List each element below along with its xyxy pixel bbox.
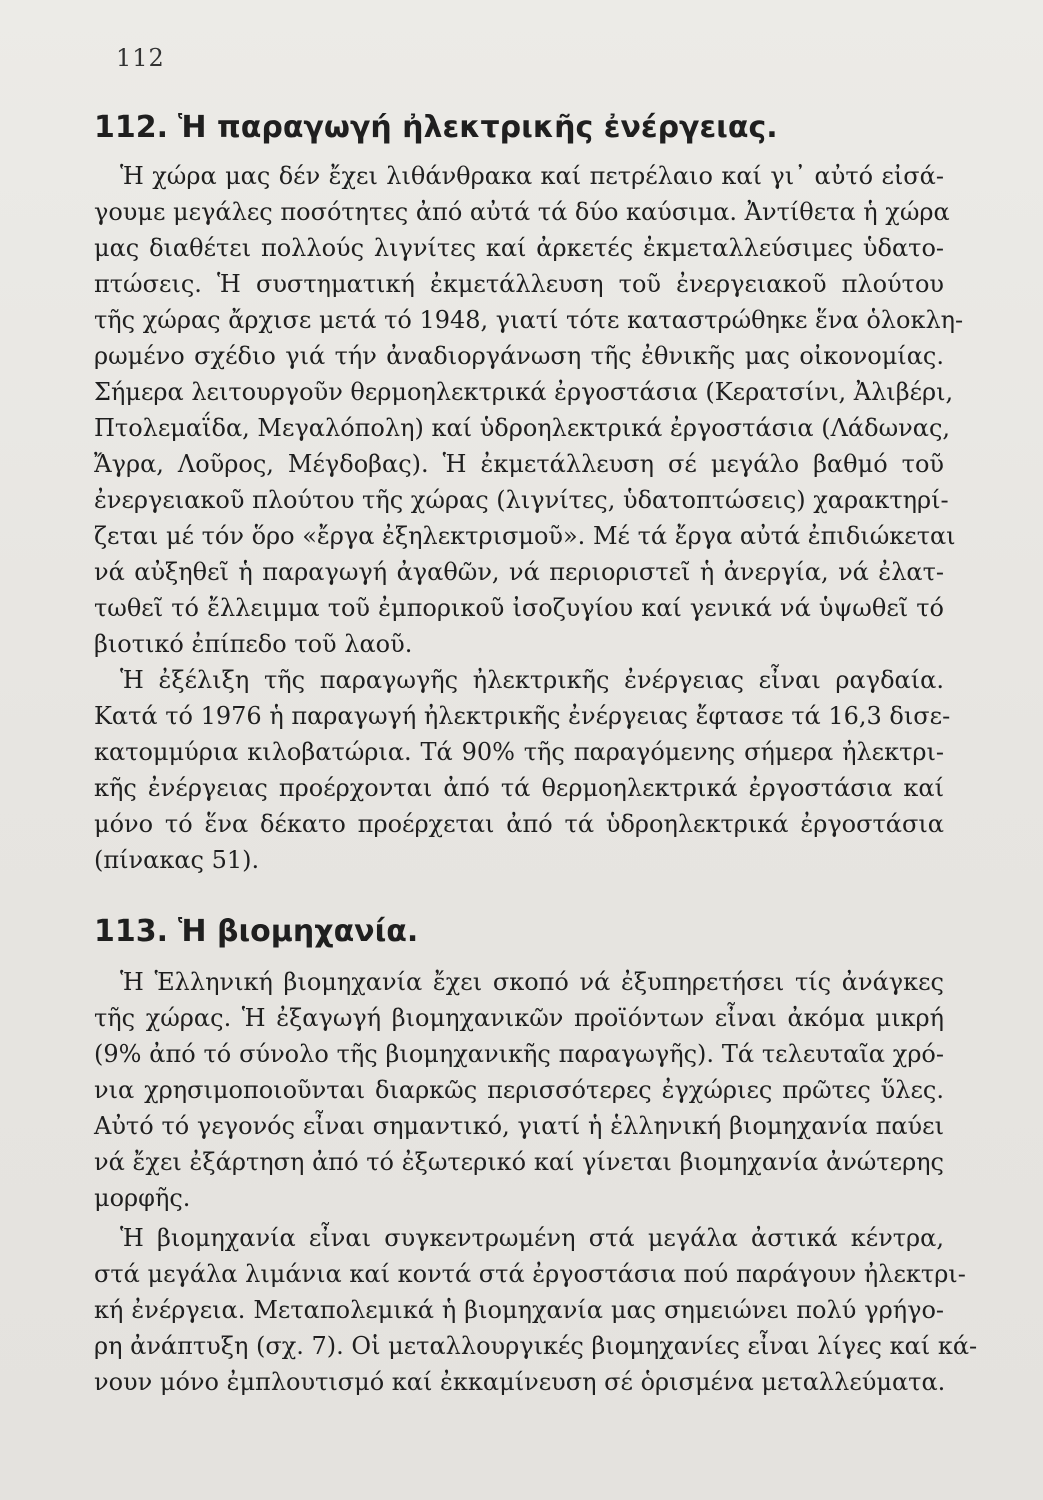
section-title: Ἡ βιομηχανία. [178,914,419,949]
text-line: ρη ἀνάπτυξη (σχ. 7). Οἱ μεταλλουργικές βιομηχανίες εἶναι λίγες καί κά- [94,1332,978,1360]
text-line: μόνο τό ἕνα δέκατο προέρχεται ἀπό τά ὑδροηλεκτρικά ἐργοστάσια [94,810,944,838]
text-line: νια χρησιμοποιοῦνται διαρκῶς περισσότερες ἐγχώριες πρῶτες ὕλες. [94,1076,944,1104]
text-line: τῆς χώρας. Ἡ ἐξαγωγή βιομηχανικῶν προϊόντων εἶναι ἀκόμα μικρή [94,1004,944,1032]
text-line: Ἡ Ἑλληνική βιομηχανία ἔχει σκοπό νά ἐξυπηρετήσει τίς ἀνάγκες [120,968,944,996]
text-line: τῆς χώρας ἄρχισε μετά τό 1948, γιατί τότε καταστρώθηκε ἕνα ὁλοκλη- [94,306,964,334]
text-line: βιοτικό ἐπίπεδο τοῦ λαοῦ. [94,630,413,658]
text-line: (πίνακας 51). [94,846,260,874]
text-line: Πτολεμαΐδα, Μεγαλόπολη) καί ὑδροηλεκτρικά ἐργοστάσια (Λάδωνας, [94,414,951,442]
text-line: Κατά τό 1976 ἡ παραγωγή ἠλεκτρικῆς ἐνέργειας ἔφτασε τά 16,3 δισε- [94,702,951,730]
text-line: κή ἐνέργεια. Μεταπολεμικά ἡ βιομηχανία μας σημειώνει πολύ γρήγο- [94,1296,944,1324]
text-line: μας διαθέτει πολλούς λιγνίτες καί ἀρκετές ἐκμεταλλεύσιμες ὑδατο- [94,234,944,262]
text-line: Ἡ βιομηχανία εἶναι συγκεντρωμένη στά μεγάλα ἀστικά κέντρα, [120,1224,944,1252]
text-line: νά ἔχει ἐξάρτηση ἀπό τό ἐξωτερικό καί γίνεται βιομηχανία ἀνώτερης [94,1148,944,1176]
text-line: πτώσεις. Ἡ συστηματική ἐκμετάλλευση τοῦ ἐνεργειακοῦ πλούτου [94,270,944,298]
text-line: γουμε μεγάλες ποσότητες ἀπό αὐτά τά δύο καύσιμα. Ἀντίθετα ἡ χώρα [94,198,950,226]
text-line: ἐνεργειακοῦ πλούτου τῆς χώρας (λιγνίτες, ὑδατοπτώσεις) χαρακτηρί- [94,486,949,514]
section-title: Ἡ παραγωγή ἠλεκτρικῆς ἐνέργειας. [178,110,778,145]
text-line: νά αὐξηθεῖ ἡ παραγωγή ἀγαθῶν, νά περιοριστεῖ ἡ ἀνεργία, νά ἐλατ- [94,558,944,586]
text-line: ζεται μέ τόν ὅρο «ἔργα ἐξηλεκτρισμοῦ». Μέ τά ἔργα αὐτά ἐπιδιώκεται [94,522,956,550]
text-line: στά μεγάλα λιμάνια καί κοντά στά ἐργοστάσια πού παράγουν ἠλεκτρι- [94,1260,966,1288]
section-heading [94,912,418,952]
text-line: μορφῆς. [94,1184,191,1212]
text-line: νουν μόνο ἐμπλουτισμό καί ἐκκαμίνευση σέ ὁρισμένα μεταλλεύματα. [94,1368,946,1396]
text-line: Αὐτό τό γεγονός εἶναι σημαντικό, γιατί ἡ ἑλληνική βιομηχανία παύει [94,1112,944,1140]
text-line: Ἡ χώρα μας δέν ἔχει λιθάνθρακα καί πετρέλαιο καί γι᾽ αὐτό εἰσά- [120,162,944,190]
section-number: 112. [94,110,169,145]
text-line: ρωμένο σχέδιο γιά τήν ἀναδιοργάνωση τῆς ἐθνικῆς μας οἰκονομίας. [94,342,944,370]
text-line: κῆς ἐνέργειας προέρχονται ἀπό τά θερμοηλεκτρικά ἐργοστάσια καί [94,774,944,802]
text-line: τωθεῖ τό ἔλλειμμα τοῦ ἐμπορικοῦ ἰσοζυγίου καί γενικά νά ὑψωθεῖ τό [94,594,944,622]
page-number: 112 [116,44,165,72]
text-line: Ἡ ἐξέλιξη τῆς παραγωγῆς ἠλεκτρικῆς ἐνέργειας εἶναι ραγδαία. [120,666,944,694]
section-heading [94,108,778,148]
section-number: 113. [94,914,169,949]
text-line: (9% ἀπό τό σύνολο τῆς βιομηχανικῆς παραγωγῆς). Τά τελευταῖα χρό- [94,1040,944,1068]
text-line: Σήμερα λειτουργοῦν θερμοηλεκτρικά ἐργοστάσια (Κερατσίνι, Ἀλιβέρι, [94,378,954,406]
text-line: κατομμύρια κιλοβατώρια. Τά 90% τῆς παραγόμενης σήμερα ἠλεκτρι- [94,738,944,766]
text-line: Ἄγρα, Λοῦρος, Μέγδοβας). Ἡ ἐκμετάλλευση σέ μεγάλο βαθμό τοῦ [94,450,944,478]
